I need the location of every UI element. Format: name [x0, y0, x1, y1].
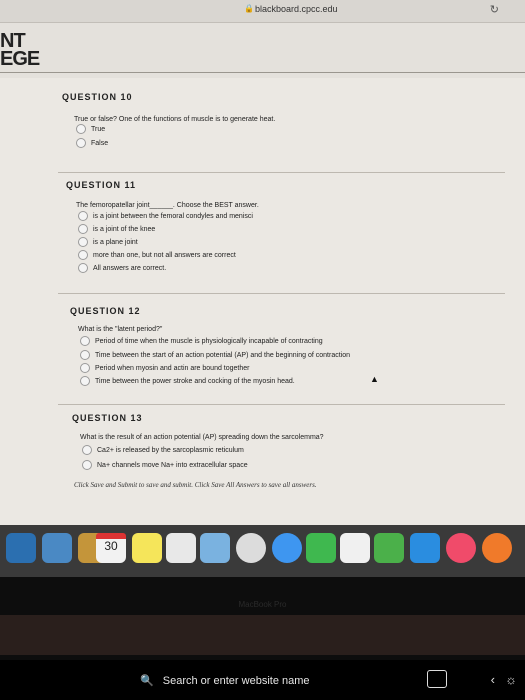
question-divider: [58, 172, 505, 173]
question-10-heading: QUESTION 10: [62, 92, 133, 102]
keyboard-area: [0, 615, 525, 655]
reload-icon[interactable]: ↻: [489, 4, 499, 16]
logo-line-2: EGE: [0, 48, 40, 70]
url-text[interactable]: blackboard.cpcc.edu: [255, 4, 338, 14]
touchbar-search-placeholder: Search or enter website name: [162, 675, 310, 687]
radio-button[interactable]: [78, 237, 88, 247]
header-divider: [0, 72, 525, 73]
app-store-icon[interactable]: [410, 533, 440, 563]
touchbar-search[interactable]: [140, 674, 310, 687]
radio-button[interactable]: [82, 460, 92, 470]
question-12-prompt: What is the "latent period?": [78, 326, 163, 333]
question-12-option[interactable]: Period when myosin and actin are bound together: [80, 363, 250, 373]
question-13-option[interactable]: Na+ channels move Na+ into extracellular space: [82, 460, 248, 470]
test-content: [0, 78, 525, 540]
question-11-option[interactable]: is a plane joint: [78, 237, 138, 247]
mouse-cursor-icon: ▲: [370, 374, 379, 384]
new-tab-icon[interactable]: [427, 670, 447, 688]
college-logo: [0, 32, 39, 68]
radio-button[interactable]: [80, 350, 90, 360]
chevron-left-icon[interactable]: ‹: [490, 672, 495, 687]
question-13-heading: QUESTION 13: [72, 413, 143, 423]
calendar-icon[interactable]: [96, 533, 126, 563]
finder-icon[interactable]: [6, 533, 36, 563]
brightness-icon[interactable]: ☼: [505, 672, 517, 687]
question-11-option[interactable]: more than one, but not all answers are correct: [78, 250, 236, 260]
question-11-heading: QUESTION 11: [66, 180, 137, 190]
macbook-label: MacBook Pro: [238, 600, 287, 609]
question-divider: [58, 404, 505, 405]
save-instructions: Click Save and Submit to save and submit. Click Save All Answers to save all answers.: [74, 481, 317, 489]
notes-icon[interactable]: [132, 533, 162, 563]
books-icon[interactable]: [482, 533, 512, 563]
radio-button[interactable]: [78, 224, 88, 234]
facetime-icon[interactable]: [306, 533, 336, 563]
question-10-option[interactable]: False: [76, 138, 108, 148]
radio-button[interactable]: [78, 250, 88, 260]
question-13-option[interactable]: Ca2+ is released by the sarcoplasmic reticulum: [82, 445, 244, 455]
question-divider: [58, 293, 505, 294]
maps-icon[interactable]: [200, 533, 230, 563]
messages-icon[interactable]: [272, 533, 302, 563]
preview-icon[interactable]: [42, 533, 72, 563]
lock-icon: 🔒: [244, 4, 254, 13]
question-10-option[interactable]: True: [76, 124, 105, 134]
photos-icon[interactable]: [236, 533, 266, 563]
question-12-heading: QUESTION 12: [70, 306, 141, 316]
question-11-option[interactable]: is a joint between the femoral condyles and menisci: [78, 211, 253, 221]
dock: [0, 525, 525, 577]
radio-button[interactable]: [82, 445, 92, 455]
music-icon[interactable]: [446, 533, 476, 563]
question-10-prompt: True or false? One of the functions of muscle is to generate heat.: [74, 116, 276, 123]
question-13-prompt: What is the result of an action potential (AP) spreading down the sarcolemma?: [80, 434, 324, 441]
touch-bar: [0, 660, 525, 700]
address-bar[interactable]: [0, 0, 525, 23]
question-12-option[interactable]: Time between the power stroke and cocking of the myosin head.: [80, 376, 295, 386]
radio-button[interactable]: [78, 211, 88, 221]
reminders-icon[interactable]: [166, 533, 196, 563]
radio-button[interactable]: [80, 363, 90, 373]
pages-icon[interactable]: [340, 533, 370, 563]
radio-button[interactable]: [80, 376, 90, 386]
radio-button[interactable]: [76, 124, 86, 134]
search-icon: 🔍: [140, 675, 154, 687]
radio-button[interactable]: [80, 336, 90, 346]
question-11-option[interactable]: is a joint of the knee: [78, 224, 155, 234]
question-11-option[interactable]: All answers are correct.: [78, 263, 166, 273]
question-12-option[interactable]: Period of time when the muscle is physiologically incapable of contracting: [80, 336, 323, 346]
question-12-option[interactable]: Time between the start of an action potential (AP) and the beginning of contraction: [80, 350, 350, 360]
question-11-prompt: The femoropatellar joint______. Choose the BEST answer.: [76, 202, 259, 209]
logo-line-1: NT: [0, 30, 25, 52]
calendar-day: 30: [104, 539, 118, 553]
numbers-icon[interactable]: [374, 533, 404, 563]
radio-button[interactable]: [76, 138, 86, 148]
radio-button[interactable]: [78, 263, 88, 273]
